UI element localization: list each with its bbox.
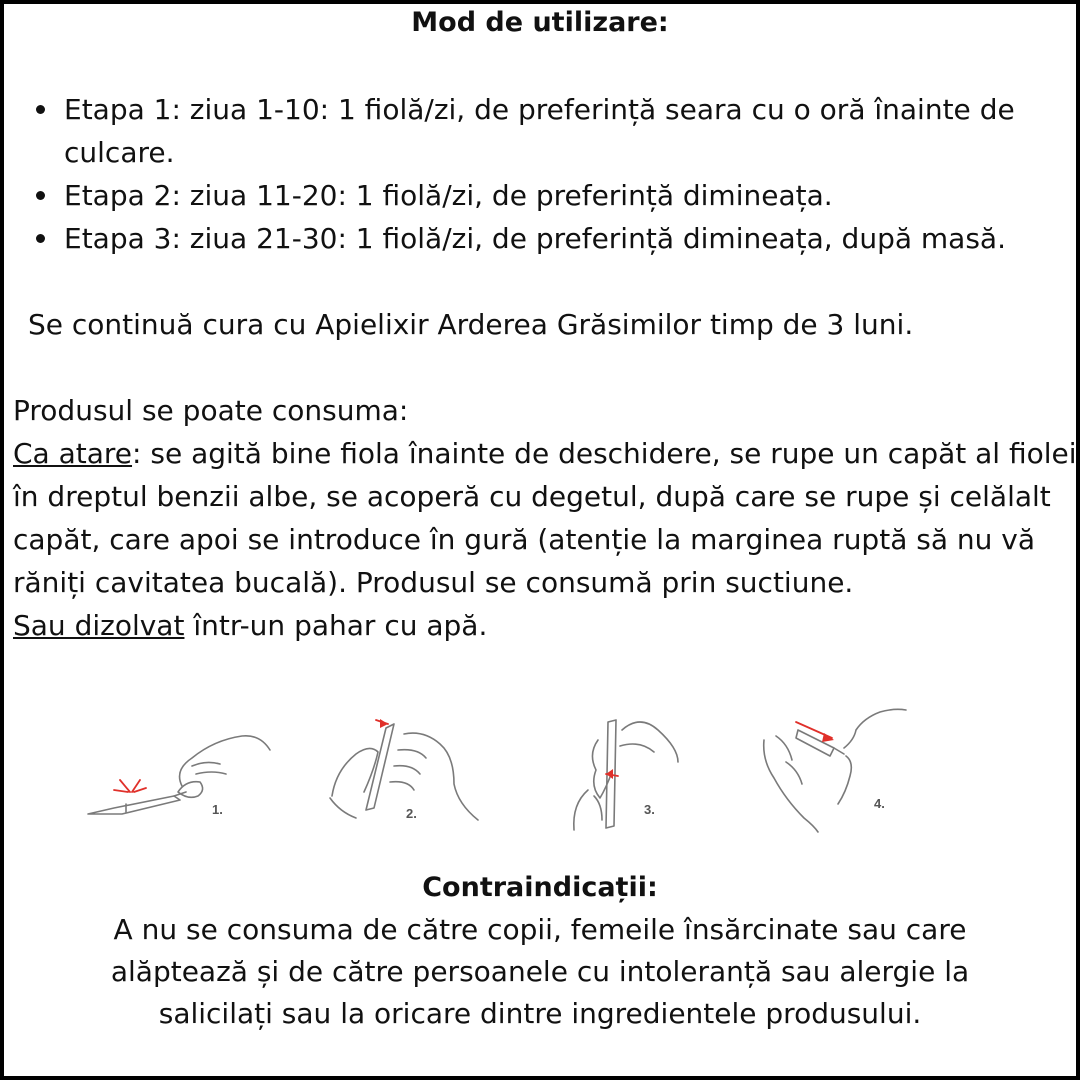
dissolved-text: într-un pahar cu apă. xyxy=(184,609,488,642)
step-number-4: 4. xyxy=(874,796,885,811)
step-number-2: 2. xyxy=(406,806,417,821)
dissolved-label: Sau dizolvat xyxy=(13,609,185,642)
usage-intro: Produsul se poate consuma: xyxy=(13,394,409,427)
break-mark-icon xyxy=(114,780,146,792)
dosage-step-3: Etapa 3: ziua 21-30: 1 fiolă/zi, de preferință dimineața, după masă. xyxy=(30,217,1070,260)
usage-title: Mod de utilizare: xyxy=(411,7,669,38)
ampoule-step-3-drawing xyxy=(574,720,678,830)
contraindications-text: A nu se consuma de către copii, femeile însărcinate sau care alăptează și de către persoanele cu intoleranță sau alergie la salicilați sau la oricare dintre ingredientele produsului. xyxy=(110,913,970,1030)
ampoule-step-4-drawing xyxy=(764,709,906,832)
ampoule-step-1-drawing xyxy=(88,736,270,814)
ampoule-step-2-drawing xyxy=(330,724,478,820)
as-is-text: : se agită bine fiola înainte de deschidere, se rupe un capăt al fiolei în dreptul benzii albe, se acoperă cu degetul, după care se rupe și celălalt capăt, care apoi se introduce în gură (atenție la marginea ruptă să nu vă răniți cavitatea bucală). Produsul se consumă prin suctiune. xyxy=(13,437,1077,599)
contraindications-title: Contraindicații: xyxy=(422,872,658,903)
dosage-steps-list xyxy=(30,88,1070,260)
step-number-1: 1. xyxy=(212,802,223,817)
ampoule-instructions-illustration xyxy=(74,700,974,850)
as-is-label: Ca atare xyxy=(13,437,133,470)
dosage-step-2: Etapa 2: ziua 11-20: 1 fiolă/zi, de preferință dimineața. xyxy=(30,174,1070,217)
step-number-3: 3. xyxy=(644,802,655,817)
continuation-note: Se continuă cura cu Apielixir Arderea Grăsimilor timp de 3 luni. xyxy=(28,308,914,341)
dosage-step-1: Etapa 1: ziua 1-10: 1 fiolă/zi, de preferință seara cu o oră înainte de culcare. xyxy=(30,88,1070,174)
usage-instructions xyxy=(13,389,1077,647)
